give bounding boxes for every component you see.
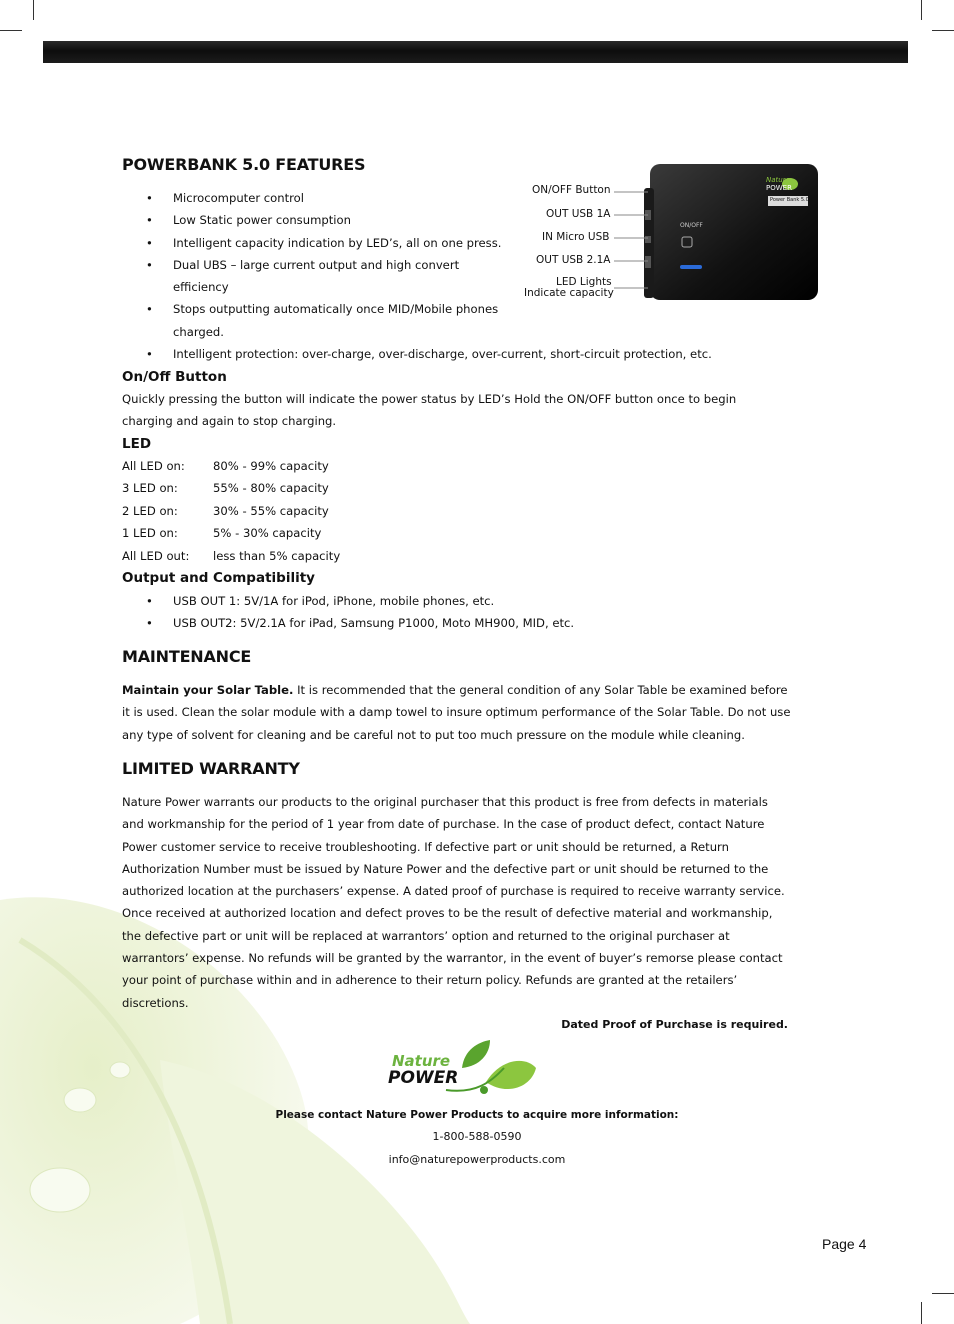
device-onoff-text: ON/OFF — [680, 222, 703, 229]
page-number: Page 4 — [822, 1236, 867, 1252]
label-out-usb-2-1a: OUT USB 2.1A — [536, 254, 611, 266]
label-onoff-button: ON/OFF Button — [532, 184, 611, 196]
logo-text-nature: Nature — [392, 1052, 451, 1070]
maintenance-text — [122, 679, 792, 746]
contact-email: info@naturepowerproducts.com — [388, 1153, 566, 1166]
led-row: All LED out: less than 5% capacity — [122, 549, 341, 563]
onoff-heading: On/Off Button — [122, 369, 227, 385]
contact-phone: 1-800-588-0590 — [432, 1130, 522, 1143]
crop-mark — [932, 30, 954, 31]
device-brand-line1: Nature — [766, 176, 790, 184]
warranty-heading: LIMITED WARRANTY — [122, 759, 300, 778]
nature-power-logo — [386, 1038, 538, 1104]
list-item: • Intelligent protection: over-charge, over-discharge, over-current, short-circuit protection, etc. — [122, 343, 813, 365]
crop-mark — [0, 30, 22, 31]
onoff-text: Quickly pressing the button will indicate the power status by LED’s Hold the ON/OFF button once to begin charging and again to stop charging. — [122, 392, 737, 429]
led-row: All LED on: 80% - 99% capacity — [122, 459, 329, 473]
crop-mark — [932, 1293, 954, 1294]
list-item: • USB OUT2: 5V/2.1A for iPad, Samsung P1000, Moto MH900, MID, etc. — [122, 612, 722, 634]
crop-mark — [33, 0, 34, 20]
led-heading: LED — [122, 436, 152, 452]
output-heading: Output and Compatibility — [122, 570, 315, 586]
label-led-lights: LED Lights — [556, 276, 612, 288]
logo-text-power: POWER — [388, 1068, 459, 1088]
list-item: • Intelligent capacity indication by LED’s, all on one press. — [122, 232, 573, 254]
list-item: • Low Static power consumption — [122, 209, 522, 231]
device-brand-line2: POWER — [766, 184, 792, 192]
maintenance-lead: Maintain your Solar Table. — [122, 683, 294, 697]
crop-mark — [921, 1302, 922, 1324]
maintenance-body: It is recommended that the general condition of any Solar Table be examined before it is used. Clean the solar module with a damp towel to insure optimum performance of the Solar Table. Do not use any type of solvent for cleaning and be careful not to put too much pressure on the module while cleaning. — [122, 683, 791, 742]
list-item: • Microcomputer control — [122, 187, 522, 209]
proof-note: Dated Proof of Purchase is required. — [561, 1018, 788, 1031]
features-heading: POWERBANK 5.0 FEATURES — [122, 155, 366, 174]
maintenance-heading: MAINTENANCE — [122, 647, 252, 666]
label-in-micro-usb: IN Micro USB — [542, 231, 610, 243]
list-item: • Stops outputting automatically once MID/Mobile phones charged. — [122, 298, 518, 343]
contact-heading: Please contact Nature Power Products to acquire more information: — [275, 1109, 679, 1121]
header-bar — [43, 41, 908, 63]
device-badge: Power Bank 5.0 — [770, 197, 809, 203]
output-list — [122, 590, 722, 635]
led-row: 2 LED on: 30% - 55% capacity — [122, 504, 329, 518]
crop-mark — [921, 0, 922, 20]
label-out-usb-1a: OUT USB 1A — [546, 208, 611, 220]
led-row: 1 LED on: 5% - 30% capacity — [122, 526, 322, 540]
label-indicate-capacity: Indicate capacity — [524, 287, 614, 299]
led-row: 3 LED on: 55% - 80% capacity — [122, 481, 329, 495]
list-item: • USB OUT 1: 5V/1A for iPod, iPhone, mobile phones, etc. — [122, 590, 722, 612]
warranty-text: Nature Power warrants our products to the original purchaser that this product is free from defects in materials and workmanship for the period of 1 year from date of purchase. In the case of product defect, contact Nature Power customer service to receive troubleshooting. If defective part or unit should be returned, a Return Authorization Number must be issued by Nature Power and the defective part or unit should be returned to the authorized location at the purchasers’ expense. A dated proof of purchase is required to receive warranty service. Once received at authorized location and defect proves to be the result of defective material and workmanship, the defective part or unit will be replaced at warrantors’ option and returned to the original purchaser at warrantors’ expense. No refunds will be granted by the warrantor, in the event of buyer’s remorse please contact your point of purchase within and in adherence to their return policy. Refunds are granted at the retailers’ discretions. — [122, 795, 785, 1010]
powerbank-diagram — [524, 158, 824, 304]
list-item: • Dual UBS – large current output and high convert efficiency — [122, 254, 473, 299]
